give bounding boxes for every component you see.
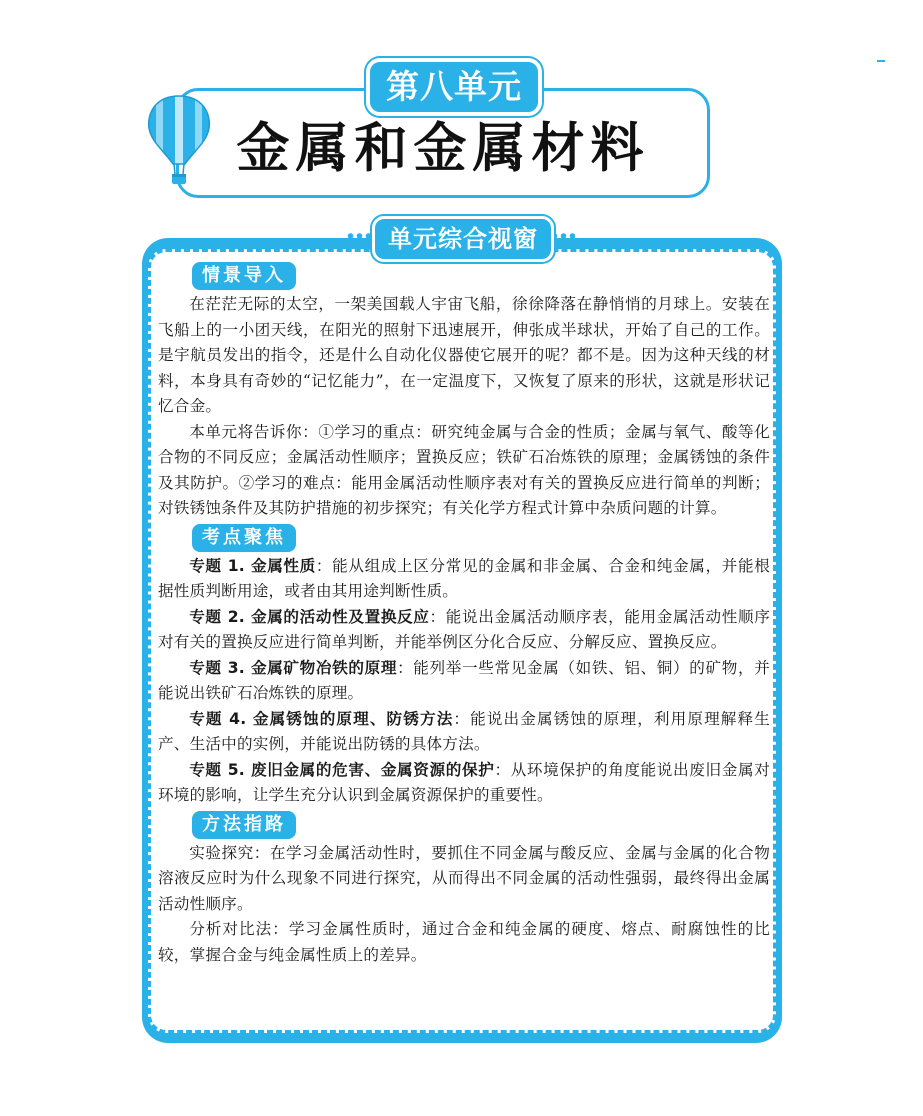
focus-item-1 — [158, 554, 770, 605]
focus-item-3 — [158, 656, 770, 707]
unit-label: 第八单元 — [366, 58, 542, 116]
focus-item-3-text: ：能列举一些常见金属（如铁、铝、铜）的矿物，并能说出铁矿石冶炼铁的原理。 — [158, 658, 770, 702]
tab-dots-left — [346, 232, 372, 240]
intro-paragraph-1: 在茫茫无际的太空，一架美国载人宇宙飞船，徐徐降落在静悄悄的月球上。安装在飞船上的一小团天线，在阳光的照射下迅速展开，伸张成半球状，开始了自己的工作。是宇航员发出的指令，还是什么自动化仪器使它展开的呢？都不是。因为这种天线的材料，本身具有奇妙的“记忆能力”，在一定温度下，又恢复了原来的形状，这就是形状记忆合金。 — [158, 295, 770, 415]
focus-item-2-lead: 专题 2. 金属的活动性及置换反应 — [189, 607, 430, 626]
focus-item-2-text: ：能说出金属活动顺序表，能用金属活动性顺序对有关的置换反应进行简单判断，并能举例区分化合反应、分解反应、置换反应。 — [158, 607, 770, 651]
intro-paragraph-2: 本单元将告诉你：①学习的重点：研究纯金属与合金的性质；金属与氧气、酸等化合物的不同反应；金属活动性顺序；置换反应；铁矿石冶炼铁的原理；金属锈蚀的条件及其防护。②学习的难点：能用金属活动性顺序表对有关的置换反应进行简单的判断；对铁锈蚀条件及其防护措施的初步探究；有关化学方程式计算中杂质问题的计算。 — [158, 422, 770, 517]
focus-item-4-lead: 专题 4. 金属锈蚀的原理、防锈方法 — [189, 709, 454, 728]
focus-item-2 — [158, 605, 770, 656]
method-paragraph-1: 实验探究：在学习金属活动性时，要抓住不同金属与酸反应、金属与金属的化合物溶液反应时为什么现象不同进行探究，从而得出不同金属的活动性强弱，最终得出金属活动性顺序。 — [158, 843, 770, 913]
section-heading-method: 方法指路 — [192, 811, 296, 839]
method-paragraph-2: 分析对比法：学习金属性质时，通过合金和纯金属的硬度、熔点、耐腐蚀性的比较，掌握合金与纯金属性质上的差异。 — [158, 920, 770, 964]
panel-content — [158, 262, 770, 968]
focus-item-5-lead: 专题 5. 废旧金属的危害、金属资源的保护 — [189, 760, 495, 779]
focus-item-5-text: ：从环境保护的角度能说出废旧金属对环境的影响，让学生充分认识到金属资源保护的重要性。 — [158, 760, 770, 804]
focus-item-4-text: ：能说出金属锈蚀的原理，利用原理解释生产、生活中的实例，并能说出防锈的具体方法。 — [158, 709, 770, 753]
section-heading-intro: 情景导入 — [192, 262, 296, 290]
focus-item-1-text: ：能从组成上区分常见的金属和非金属、合金和纯金属，并能根据性质判断用途，或者由其用途判断性质。 — [158, 556, 770, 600]
page-title: 金属和金属材料 — [236, 118, 650, 179]
focus-item-4 — [158, 707, 770, 758]
section-heading-focus: 考点聚焦 — [192, 524, 296, 552]
panel-tab: 单元综合视窗 — [372, 216, 554, 262]
focus-item-3-lead: 专题 3. 金属矿物冶铁的原理 — [189, 658, 398, 677]
hot-air-balloon-icon — [143, 92, 215, 192]
focus-item-1-lead: 专题 1. 金属性质 — [189, 556, 316, 575]
focus-item-5 — [158, 758, 770, 809]
corner-mark — [877, 60, 885, 62]
